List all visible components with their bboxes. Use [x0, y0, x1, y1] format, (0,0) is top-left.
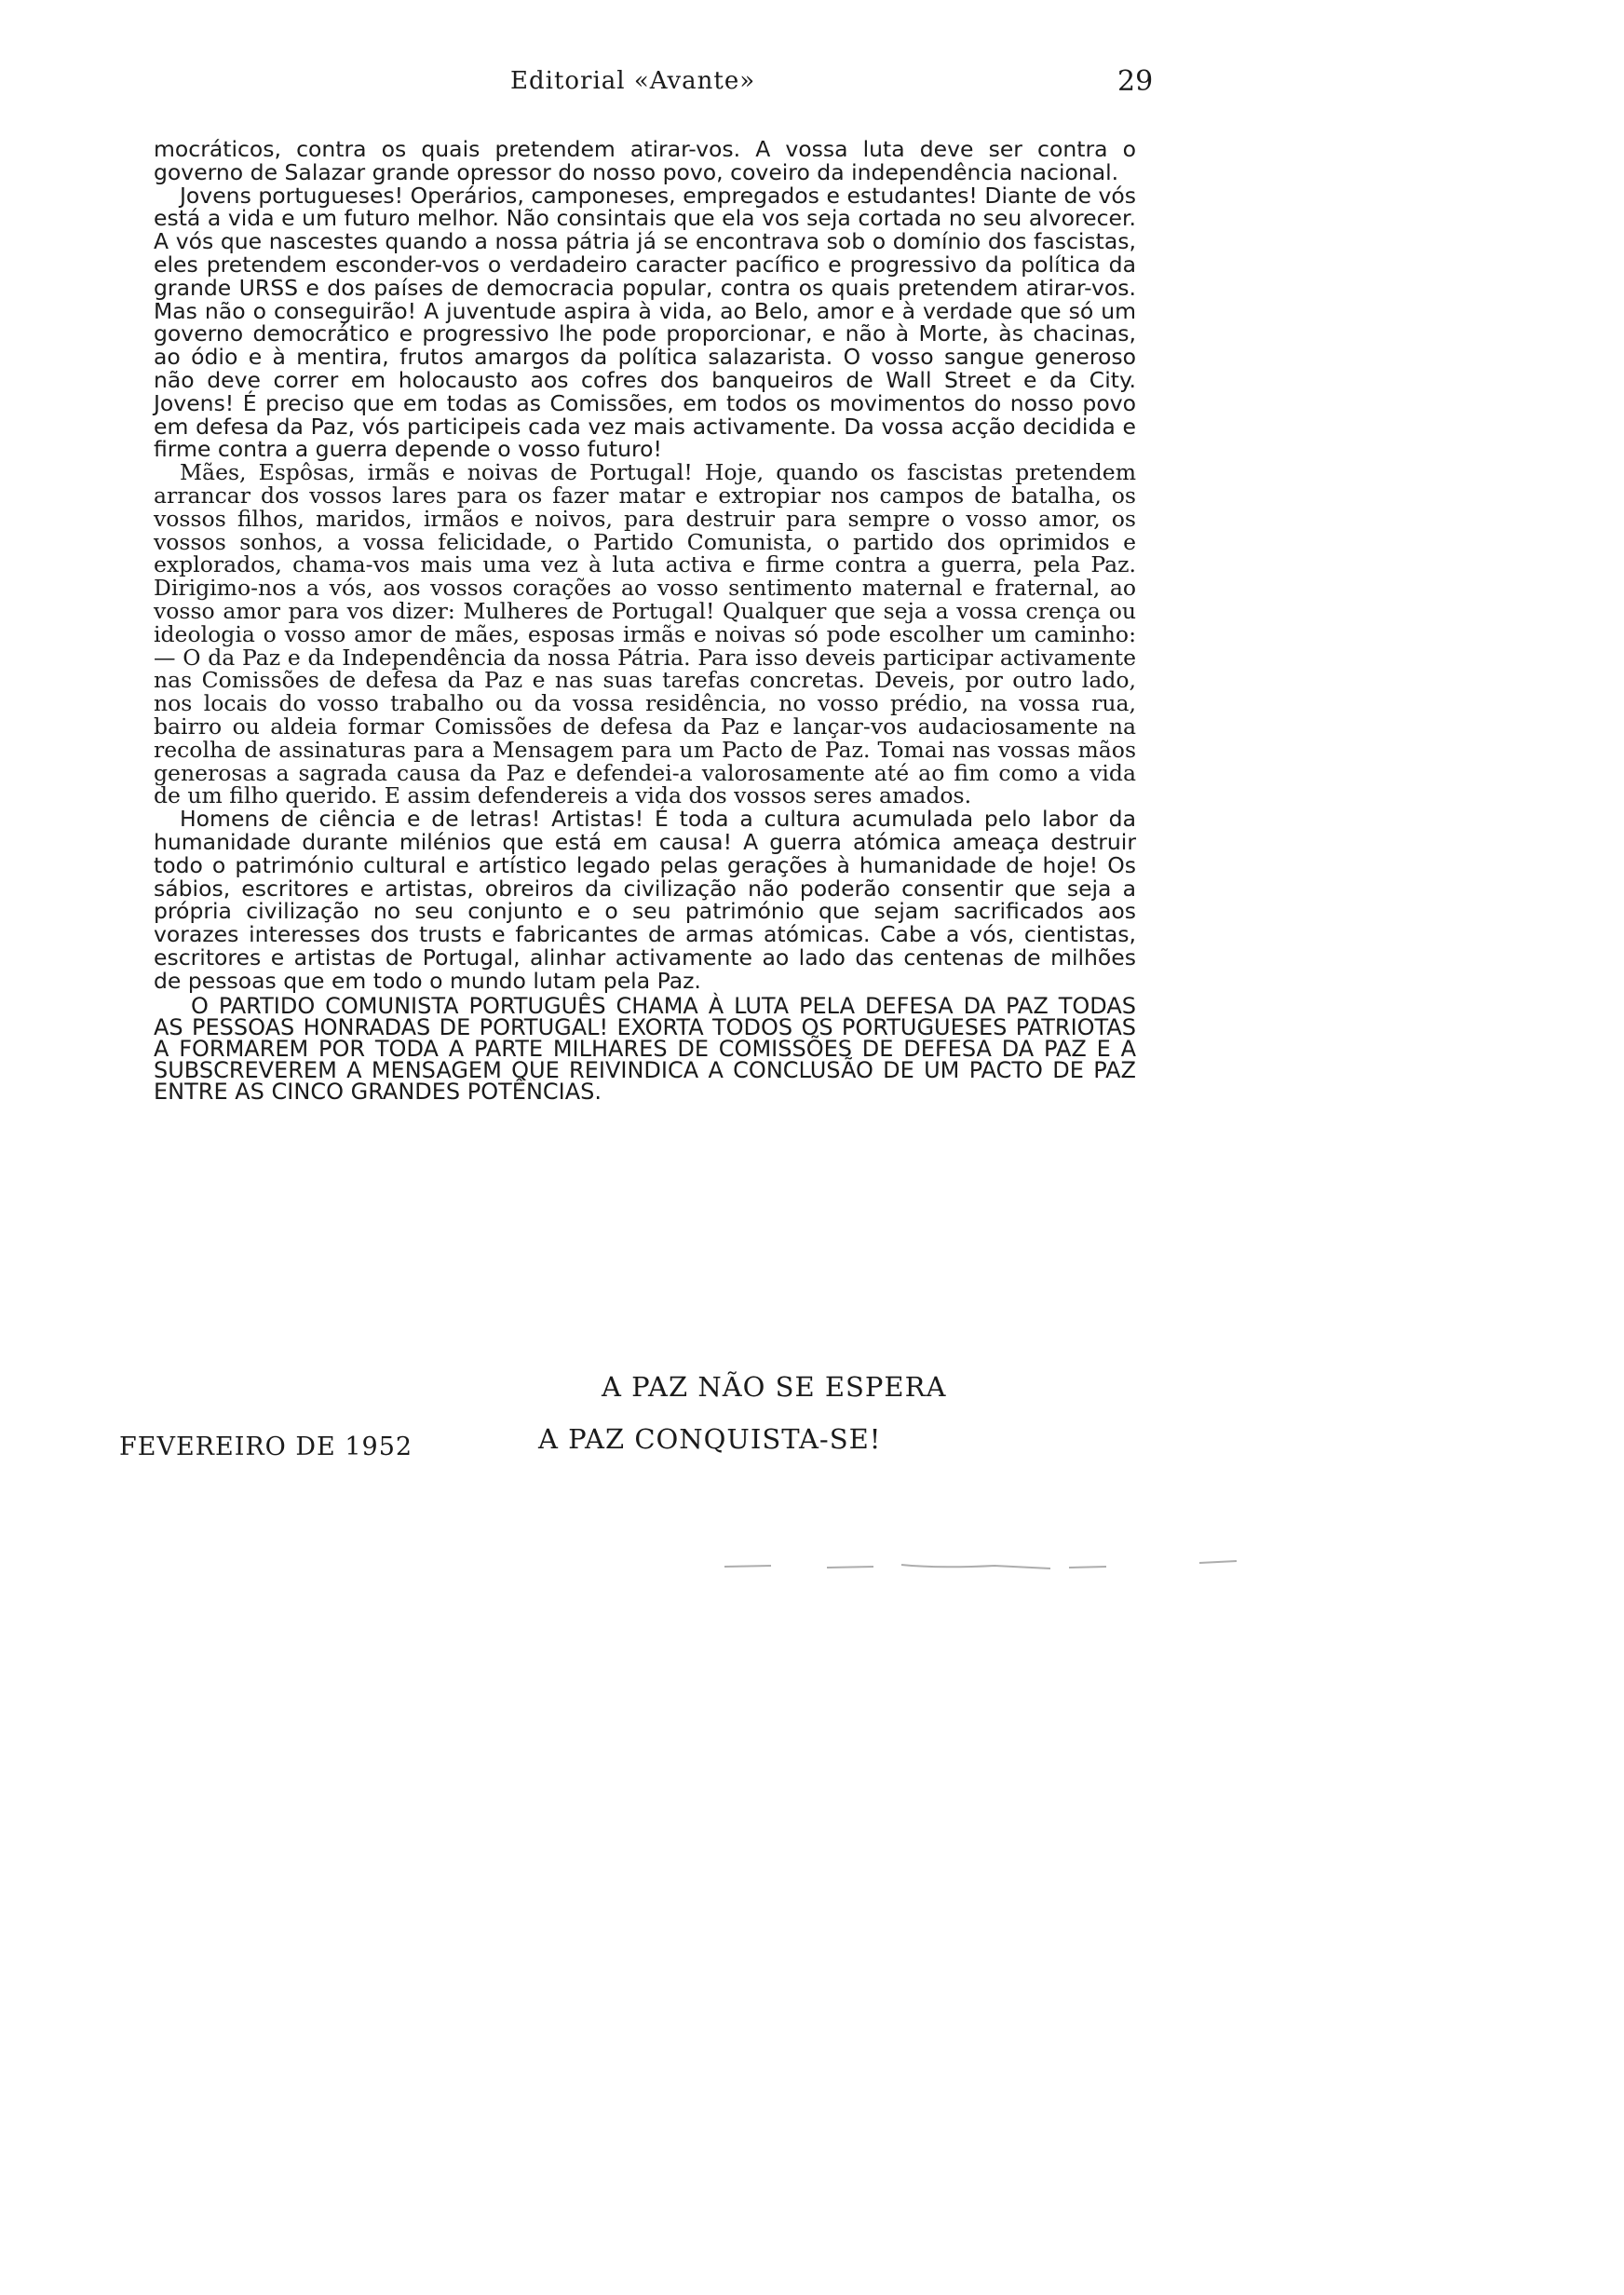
scan-smudge-mark: [715, 1554, 1255, 1576]
paragraph-continuation: mocráticos, contra os quais pretendem atirar-vos. A vossa luta deve ser contra o governo de Salazar grande opressor do nosso povo, coveiro da independência nacional.: [154, 136, 1136, 185]
paragraph-women: Mães, Espôsas, irmãs e noivas de Portugal! Hoje, quando os fascistas pretendem arrancar dos vossos lares para os fazer matar e extropiar nos campos de batalha, os vossos filhos, maridos, irmãos e noivos, para destruir para sempre o vosso amor, os vossos sonhos, a vossa felicidade, o Partido Comunista, o partido dos oprimidos e explorados, chama-vos mais uma vez à luta activa e firme contra a guerra, pela Paz. Dirigimo-nos a vós, aos vossos corações ao vosso sentimento maternal e fraternal, ao vosso amor para vos dizer: Mulheres de Portugal! Qualquer que seja a vossa crença ou ideologia o vosso amor de mães, esposas irmãs e noivas só pode escolher um caminho: — O da Paz e da Independência da nossa Pátria. Para isso deveis participar activamente nas Comissões de defesa da Paz e nas suas tarefas concretas. Deveis, por outro lado, nos locais do vosso trabalho ou da vossa residência, no vosso prédio, na vossa rua, bairro ou aldeia formar Comissões de defesa da Paz e lançar-vos audaciosamente na recolha de assinaturas para a Mensagem para um Pacto de Paz. Tomai nas vossas mãos generosas a sagrada causa da Paz e defendei-a valorosamente até ao fim como a vida de um filho querido. E assim defendereis a vida dos vossos seres amados.: [154, 459, 1136, 809]
page-number: 29: [1117, 65, 1154, 98]
paragraph-youth: Jovens portugueses! Operários, camponeses, empregados e estudantes! Diante de vós está a vida e um futuro melhor. Não consintais que ela vos seja cortada no seu alvorecer. A vós que nascestes quando a nossa pátria já se encontrava sob o domínio dos fascistas, eles pretendem esconder-vos o verdadeiro caracter pacífico e progressivo da política da grande URSS e dos países de democracia popular, contra os quais pretendem atirar-vos. Mas não o conseguirão! A juventude aspira à vida, ao Belo, amor e à verdade que só um governo democrático e progressivo lhe pode proporcionar, e não à Morte, às chacinas, ao ódio e à mentira, frutos amargos da política salazarista. O vosso sangue generoso não deve correr em holocausto aos cofres dos banqueiros de Wall Street e da City. Jovens! É preciso que em todas as Comissões, em todos os movimentos do nosso povo em defesa da Paz, vós participeis cada vez mais activamente. Da vossa acção decidida e firme contra a guerra depende o vosso futuro!: [154, 182, 1136, 463]
article-body: [154, 136, 1136, 1106]
slogan-line-1: A PAZ NÃO SE ESPERA: [602, 1371, 947, 1403]
running-header-title: Editorial «Avante»: [510, 67, 756, 95]
slogan-line-2: A PAZ CONQUISTA-SE!: [538, 1423, 882, 1455]
closing-appeal: O PARTIDO COMUNISTA PORTUGUÊS CHAMA À LUTA PELA DEFESA DA PAZ TODAS AS PESSOAS HONRADAS DE PORTUGAL! EXORTA TODOS OS PORTUGUESES PATRIOTAS A FORMAREM POR TODA A PARTE MILHARES DE COMISSÕES DE DEFESA DA PAZ E A SUBSCREVEREM A MENSAGEM QUE REIVINDICA A CONCLUSÃO DE UM PACTO DE PAZ ENTRE AS CINCO GRANDES POTÊNCIAS.: [154, 993, 1136, 1106]
document-date: FEVEREIRO DE 1952: [119, 1433, 413, 1461]
paragraph-culture: Homens de ciência e de letras! Artistas! É toda a cultura acumulada pelo labor da humanidade durante milénios que está em causa! A guerra atómica ameaça destruir todo o património cultural e artístico legado pelas gerações à humanidade de hoje! Os sábios, escritores e artistas, obreiros da civilização não poderão consentir que seja a própria civilização no seu conjunto e o seu património que sejam sacrificados aos vorazes interesses dos trusts e fabricantes de armas atómicas. Cabe a vós, cientistas, escritores e artistas de Portugal, alinhar activamente ao lado das centenas de milhões de pessoas que em todo o mundo lutam pela Paz.: [154, 806, 1136, 994]
